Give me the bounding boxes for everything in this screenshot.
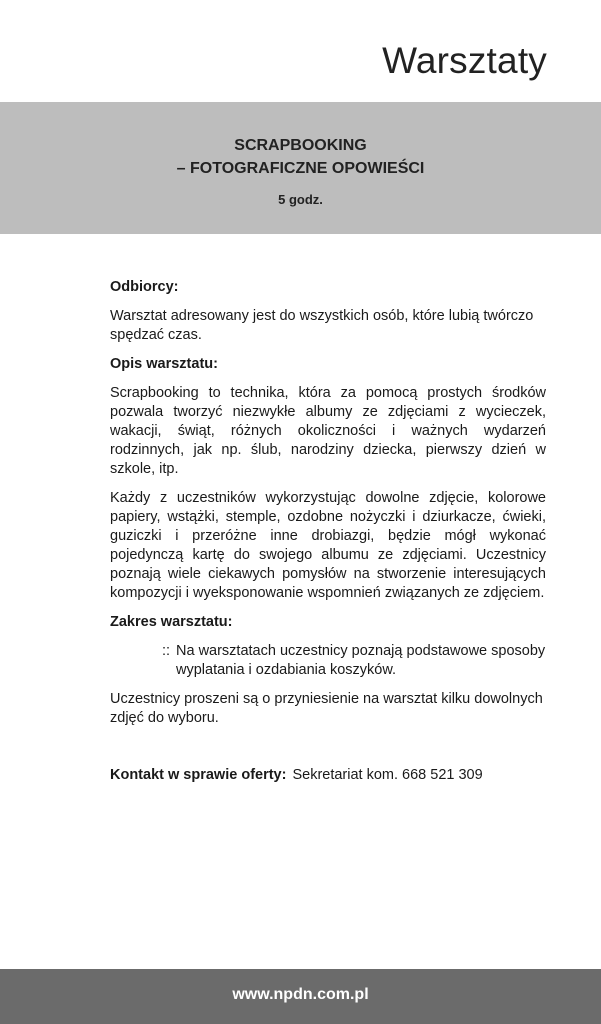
section-title: Warsztaty <box>382 40 547 81</box>
footer-bar <box>0 969 601 1024</box>
workshop-title-line2: – FOTOGRAFICZNE OPOWIEŚCI <box>176 160 425 177</box>
workshop-content <box>110 278 546 785</box>
workshop-duration: 5 godz. <box>278 192 323 207</box>
recipients-text: Warsztat adresowany jest do wszystkich osób, które lubią twórczo spędzać czas. <box>110 308 534 343</box>
scope-heading: Zakres warsztatu: <box>110 614 233 630</box>
contact-value: Sekretariat kom. 668 521 309 <box>292 767 483 783</box>
scope-list <box>110 642 546 680</box>
bullet-marker-icon: :: <box>162 643 171 659</box>
note-text: Uczestnicy proszeni są o przyniesienie na warsztat kilku dowolnych zdjęć do wyboru. <box>110 691 543 726</box>
workshop-banner <box>0 102 601 234</box>
scope-item-text: Na warsztatach uczestnicy poznają podstawowe sposoby wyplatania i ozdabiania koszyków. <box>176 643 546 678</box>
description-paragraph-1: Scrapbooking to technika, która za pomocą prostych środków pozwala tworzyć niezwykłe albumy ze zdjęciami z wycieczek, wakacji, świąt, różnych okoliczności i ważnych wydarzeń rodzinnych, jak np. ślub, narodziny dziecka, pierwszy dzień w szkole, itp. <box>110 385 546 477</box>
recipients-heading: Odbiorcy: <box>110 279 179 295</box>
description-paragraph-2: Każdy z uczestników wykorzystując dowolne zdjęcie, kolorowe papiery, wstążki, stemple, ozdobne nożyczki i dziurkacze, ćwieki, guziczki i przeróżne inne drobiazgi, będzie mógł wykonać pojedynczą kartę do swojego albumu ze zdjęciami. Uczestnicy poznają wiele ciekawych pomysłów na stworzenie interesujących kompozycji i wyeksponowanie wspomnień związanych ze zdjęciem. <box>110 490 546 601</box>
website-link[interactable]: www.npdn.com.pl <box>232 986 369 1003</box>
scope-list-item <box>110 642 546 680</box>
contact-label: Kontakt w sprawie oferty: <box>110 767 287 783</box>
description-heading: Opis warsztatu: <box>110 356 218 372</box>
workshop-title-line1: SCRAPBOOKING <box>234 137 367 154</box>
contact-line <box>110 766 546 785</box>
